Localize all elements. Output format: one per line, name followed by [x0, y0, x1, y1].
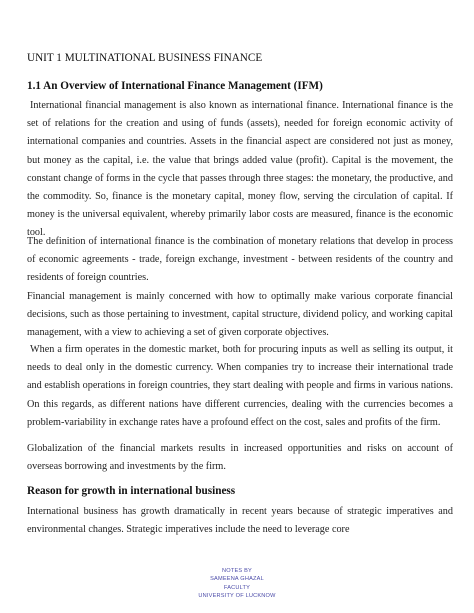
paragraph-financial-management: Financial management is mainly concerned with how to optimally make various corporate financial decisions, such as those pertaining to investment, capital structure, dividend policy, and working capital management, with a view to achieving a set of given corporate objectives. — [27, 291, 453, 339]
paragraph-globalization: Globalization of the financial markets results in increased opportunities and risks on account of overseas borrowing and investments by the firm. — [27, 443, 453, 473]
unit-title: UNIT 1 MULTINATIONAL BUSINESS FINANCE — [27, 52, 263, 64]
paragraph-business-growth: International business has growth dramatically in recent years because of strategic imperatives and environmental changes. Strategic imperatives include the need to leverage core — [27, 506, 453, 536]
subheading-growth-reasons: Reason for growth in international business — [27, 485, 236, 497]
paragraph-definition: The definition of international finance is the combination of monetary relations that develop in process of economic agreements - trade, foreign exchange, investment - between residents of the country and residents of foreign countries. — [27, 236, 453, 284]
footer-notes — [0, 567, 474, 600]
paragraph-domestic-market: When a firm operates in the domestic market, both for procuring inputs as well as selling its output, it needs to deal only in the domestic currency. When companies try to increase their international trade and establish operations in foreign countries, they start dealing with people and firms in various nations. On this regards, as different nations have different currencies, dealing with the currencies becomes a problem-variability in exchange rates have a profound effect on the cost, sales and profits of the firm. — [27, 344, 453, 428]
section-title: 1.1 An Overview of International Finance Management (IFM) — [27, 80, 323, 92]
footer-line-author: SAMEENA GHAZAL — [210, 576, 264, 583]
footer-line-university: UNIVERSITY OF LUCKNOW — [198, 592, 276, 599]
footer-line-faculty: FACULTY — [223, 584, 251, 591]
paragraph-ifm-overview: International financial management is also known as international finance. International finance is the set of relations for the creation and using of funds (assets), needed for foreign economic activity of international companies and countries. Assets in the financial aspect are considered not just as money, but money as the capital, i.e. the value that brings added value (profit). Capital is the movement, the constant change of forms in the cycle that passes through three stages: the monetary, the productive, and the commodity. So, finance is the monetary capital, money flow, serving the circulation of capital. If money is the universal equivalent, whereby primarily labor costs are measured, finance is the economic tool. — [27, 100, 453, 239]
footer-line-notes-by: NOTES BY — [222, 568, 252, 574]
